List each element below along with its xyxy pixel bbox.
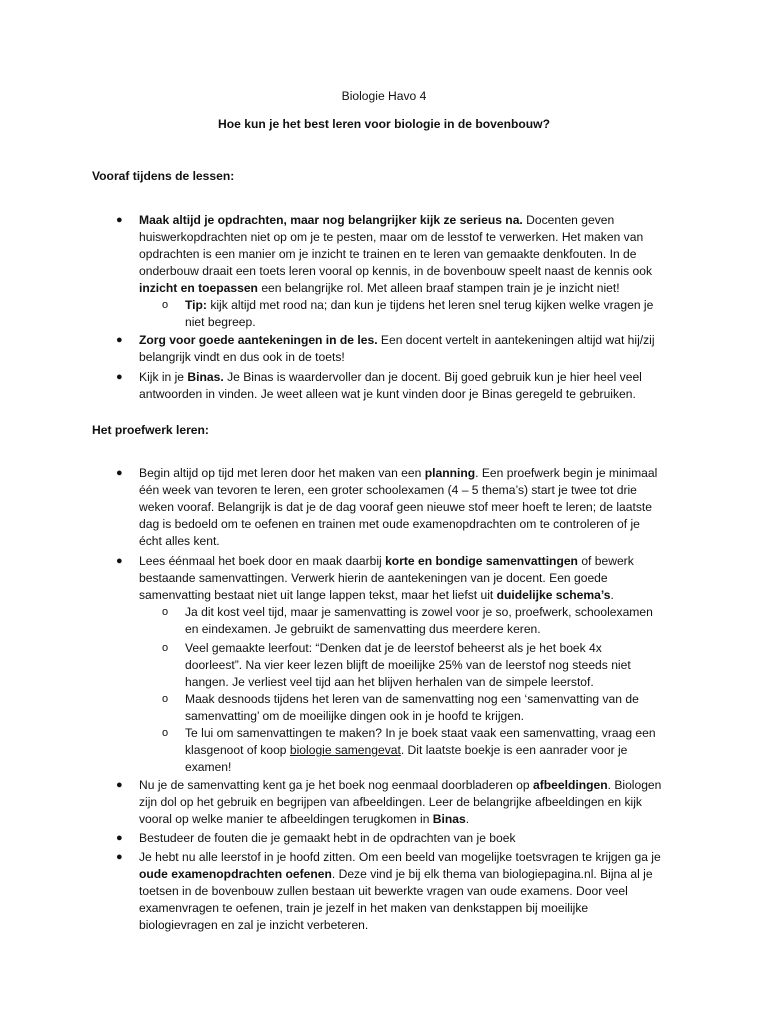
list-item-text: en eindexamen. Je gebruikt de samenvatting dus meerdere keren.	[185, 622, 541, 636]
bullet-icon: ●	[116, 851, 123, 863]
list-item-text: weken vooraf. Belangrijk is dat je de dag vooraf geen nieuwe stof meer hoeft te leren; de laatste	[139, 500, 652, 514]
list-item-text: Maak altijd je opdrachten, maar nog belangrijker kijk ze serieus na. Docenten geven	[139, 213, 615, 227]
list-item-text: vooral op welke manier te afbeeldingen terugkomen in Binas.	[139, 812, 470, 826]
list-item-text: Zorg voor goede aantekeningen in de les. Een docent vertelt in aantekeningen altijd wat hij/zij	[139, 333, 655, 347]
list-item-text: hangen. Je verliest veel tijd aan het blijven herhalen van de simpele leerstof.	[185, 675, 594, 689]
list-item-text: dag is bedoeld om te oefenen en trainen met oude examenopdrachten om te controleren of je	[139, 517, 640, 531]
list-item-text: examenvragen te oefenen, train je jezelf in het maken van denkstappen bij moeilijke	[139, 901, 589, 915]
list-item-text: biologievragen en zal je inzicht verbeteren.	[139, 918, 369, 932]
document-title: Biologie Havo 4	[341, 89, 427, 103]
list-item-text: samenvatting’ om de moeilijke dingen ook in je hoofd te krijgen.	[185, 709, 525, 723]
list-item-text: Kijk in je Binas. Je Binas is waardervoller dan je docent. Bij goed gebruik kun je hier heel veel	[139, 370, 642, 384]
list-item-text: klasgenoot of koop biologie samengevat. Dit laatste boekje is een aanrader voor je	[185, 743, 628, 757]
list-item-text: Je hebt nu alle leerstof in je hoofd zitten. Om een beeld van mogelijke toetsvragen te krijgen ga je	[139, 850, 661, 864]
list-item-text: examen!	[185, 760, 232, 774]
list-item-text: bestaande samenvattingen. Verwerk hierin de aantekeningen van je docent. Een goede	[139, 571, 608, 585]
list-item-text: opdrachten is een manier om je inzicht te trainen en te leren van gemaakte denkfouten. In de	[139, 247, 637, 261]
list-item-text: Te lui om samenvattingen te maken? In je boek staat vaak een samenvatting, vraag een	[185, 726, 656, 740]
list-item-text: één week van tevoren te leren, een groter schoolexamen (4 – 5 thema’s) start je twee tot drie	[139, 483, 637, 497]
list-item-text: Tip: kijk altijd met rood na; dan kun je tijdens het leren snel terug kijken welke vragen je	[185, 298, 654, 312]
list-item-text: oude examenopdrachten oefenen. Deze vind je bij elk thema van biologiepagina.nl. Bijna al je	[139, 867, 653, 881]
list-item-text: belangrijk vindt en dus ook in de toets!	[139, 350, 345, 364]
list-item-text: doorleest”. Na vier keer lezen blijft de moeilijke 25% van de leerstof nog steeds niet	[185, 658, 631, 672]
document-subtitle: Hoe kun je het best leren voor biologie in de bovenbouw?	[218, 117, 550, 131]
list-item-text: huiswerkopdrachten niet op om je te pesten, maar om de lesstof te verwerken. Het maken van	[139, 230, 644, 244]
list-item-text: zijn dol op het gebruik en begrijpen van afbeeldingen. Leer de belangrijke afbeeldingen en kijk	[139, 795, 642, 809]
list-item-text: onderbouw draait een toets leren vooral op kennis, in de bovenbouw speelt naast de kennis ook	[139, 264, 652, 278]
section-heading-vooraf: Vooraf tijdens de lessen:	[92, 169, 235, 183]
list-item-text: Veel gemaakte leerfout: “Denken dat je de leerstof beheerst als je het boek 4x	[185, 641, 602, 655]
sub-bullet-icon: o	[162, 642, 169, 654]
list-item-text: Bestudeer de fouten die je gemaakt hebt in de opdrachten van je boek	[139, 831, 516, 845]
list-item-text: Nu je de samenvatting kent ga je het boek nog eenmaal doorbladeren op afbeeldingen. Biologen	[139, 778, 662, 792]
bullet-icon: ●	[116, 555, 123, 567]
list-item-text: samenvatting bestaat niet uit lange lappen tekst, maar het liefst uit duidelijke schema’s.	[139, 588, 614, 602]
sub-bullet-icon: o	[162, 727, 169, 739]
sub-bullet-icon: o	[162, 693, 169, 705]
list-item-text: Maak desnoods tijdens het leren van de samenvatting nog een ‘samenvatting van de	[185, 692, 639, 706]
bullet-icon: ●	[116, 334, 123, 346]
list-item-text: antwoorden in vinden. Je weet alleen wat je kunt vinden door je Binas geregeld te gebruiken.	[139, 387, 636, 401]
bullet-icon: ●	[116, 214, 123, 226]
section-heading-proefwerk: Het proefwerk leren:	[92, 423, 209, 437]
bullet-icon: ●	[116, 779, 123, 791]
sub-bullet-icon: o	[162, 606, 169, 618]
list-item-text: Begin altijd op tijd met leren door het maken van een planning. Een proefwerk begin je minimaal	[139, 466, 658, 480]
sub-bullet-icon: o	[162, 299, 169, 311]
list-item-text: écht alles kent.	[139, 534, 220, 548]
book-link[interactable]: biologie samengevat	[289, 743, 401, 757]
list-item-text: niet begreep.	[185, 315, 256, 329]
bullet-icon: ●	[116, 832, 123, 844]
list-item-text: inzicht en toepassen een belangrijke rol. Met alleen braaf stampen train je je inzicht niet!	[139, 281, 620, 295]
list-item-text: Ja dit kost veel tijd, maar je samenvatting is zowel voor je so, proefwerk, schoolexamen	[185, 605, 653, 619]
list-item-text: toetsen in de bovenbouw zullen bestaan uit bewerkte vragen van oude examens. Door veel	[139, 884, 628, 898]
bullet-icon: ●	[116, 371, 123, 383]
list-item-text: Lees éénmaal het boek door en maak daarbij korte en bondige samenvattingen of bewerk	[139, 554, 634, 568]
bullet-icon: ●	[116, 467, 123, 479]
